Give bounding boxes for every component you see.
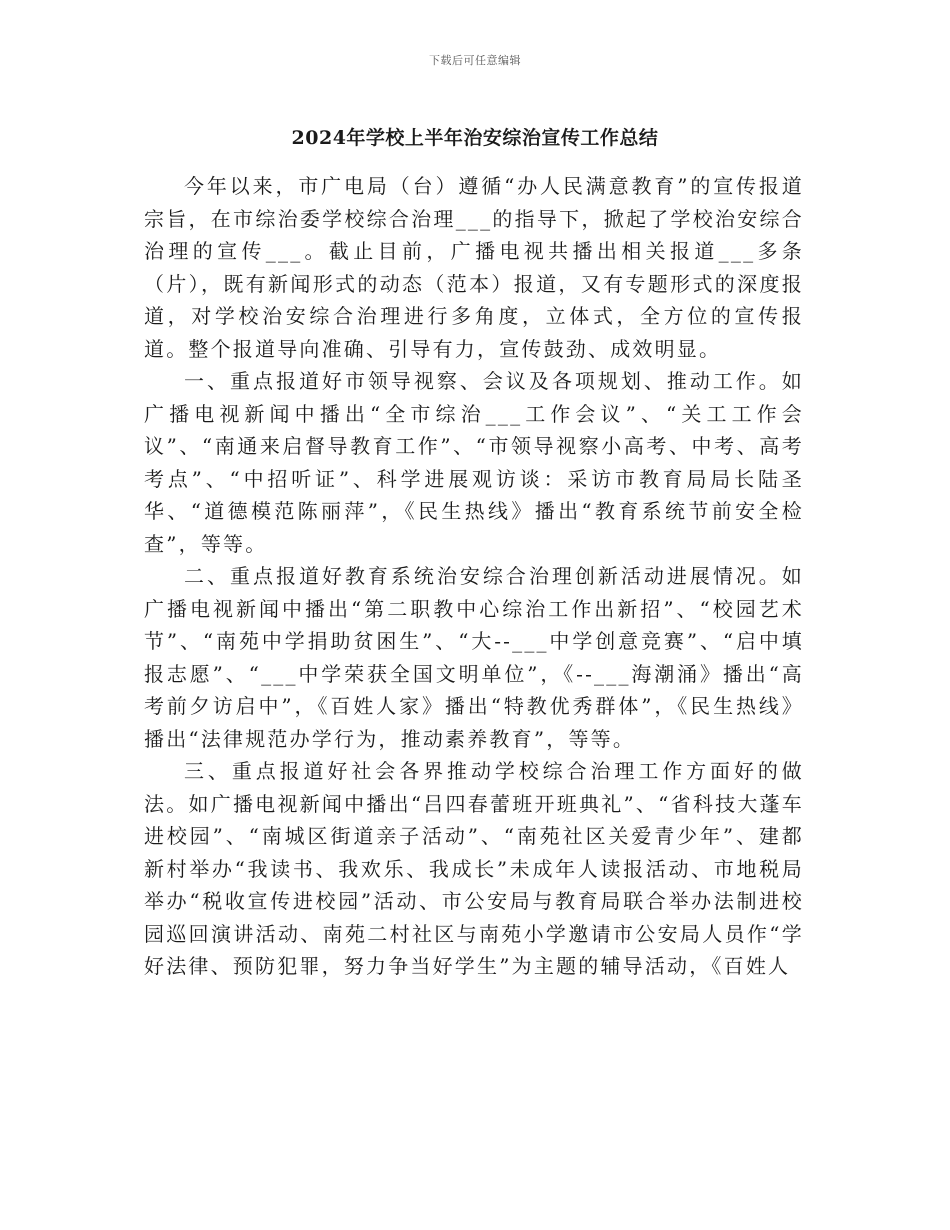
header-note: 下载后可任意编辑 bbox=[429, 54, 521, 67]
paragraph-intro: 今年以来，市广电局（台）遵循“办人民满意教育”的宣传报道宗旨，在市综治委学校综合治理___的指导下，掀起了学校治安综合治理的宣传___。截止目前，广播电视共播出相关报道___多条（片），既有新闻形式的动态（范本）报道，又有专题形式的深度报道，对学校治安综合治理进行多角度，立体式，全方位的宣传报道。整个报道导向准确、引导有力，宣传鼓劲、成效明显。 bbox=[144, 174, 804, 361]
paragraph-section-1: 一、重点报道好市领导视察、会议及各项规划、推动工作。如广播电视新闻中播出“全市综治___工作会议”、“关工工作会议”、“南通来启督导教育工作”、“市领导视察小高考、中考、高考考点”、“中招听证”、科学进展观访谈：采访市教育局局长陆圣华、“道德模范陈丽萍”，《民生热线》播出“教育系统节前安全检查”，等等。 bbox=[144, 369, 804, 556]
document-body bbox=[144, 170, 804, 983]
document-title: 2024年学校上半年治安综治宣传工作总结 bbox=[291, 127, 659, 149]
paragraph-section-3: 三、重点报道好社会各界推动学校综合治理工作方面好的做法。如广播电视新闻中播出“吕四春蕾班开班典礼”、“省科技大蓬车进校园”、“南城区街道亲子活动”、“南苑社区关爱青少年”、建都新村举办“我读书、我欢乐、我成长”未成年人读报活动、市地税局举办“税收宣传进校园”活动、市公安局与教育局联合举办法制进校园巡回演讲活动、南苑二村社区与南苑小学邀请市公安局人员作“学好法律、预防犯罪，努力争当好学生”为主题的辅导活动，《百姓人 bbox=[144, 759, 804, 978]
paragraph-section-2: 二、重点报道好教育系统治安综合治理创新活动进展情况。如广播电视新闻中播出“第二职教中心综治工作出新招”、“校园艺术节”、“南苑中学捐助贫困生”、“大--___中学创意竞赛”、“启中填报志愿”、“___中学荣获全国文明单位”，《--___海潮涌》播出“高考前夕访启中”，《百姓人家》播出“特教优秀群体”，《民生热线》播出“法律规范办学行为，推动素养教育”，等等。 bbox=[144, 564, 804, 751]
